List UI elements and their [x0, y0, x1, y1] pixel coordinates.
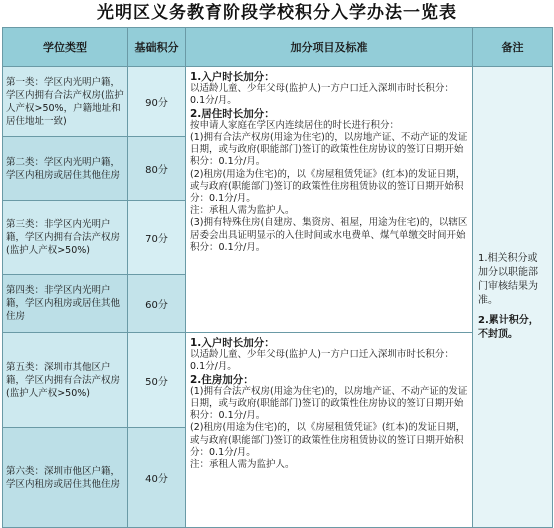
degree-type-cell: 第三类：非学区内光明户籍，学区内拥有合法产权房(监护人产权>50%)	[3, 201, 128, 275]
rule-text: (1)拥有合法产权房(用途为住宅)的，以房地产证、不动产证的发证日期，或与政府(职能部门)签订的政策性住房协议的签订日期开始积分：0.1分/月。	[190, 385, 468, 422]
rule-text: (2)租房(用途为住宅)的，以《房屋租赁凭证》(红本)的发证日期，或与政府(职能部门)签订的政策性住房租赁协议的签订日期开始积分：0.1分/月。	[190, 168, 466, 205]
rule-text: 注：承租人需为监护人。	[190, 459, 295, 471]
degree-type-cell: 第一类：学区内光明户籍，学区内拥有合法产权房(监护人产权>50%，户籍地址和居住地址一致)	[3, 67, 128, 137]
rule-heading: 1.入户时长加分：	[190, 337, 275, 349]
table-row	[3, 333, 553, 428]
rule-text: 以适龄儿童、少年父母(监护人)一方户口迁入深圳市时长积分：0.1分/月。	[190, 349, 454, 373]
rule-text: (2)租房(用途为住宅)的，以《房屋租赁凭证》(红本)的发证日期，或与政府(职能部门)签订的政策性住房租赁协议的签订日期开始积分：0.1分/月。	[190, 422, 466, 458]
base-score-cell: 90分	[128, 67, 186, 137]
rule-heading: 1.入户时长加分：	[190, 71, 275, 83]
base-score-cell: 80分	[128, 137, 186, 201]
degree-type-cell: 第五类：深圳市其他区户籍，学区内拥有合法产权房(监护人产权>50%)	[3, 333, 128, 428]
page-title: 光明区义务教育阶段学校积分入学办法一览表	[97, 3, 457, 23]
base-score-cell: 40分	[128, 428, 186, 528]
header-remarks: 备注	[473, 28, 553, 67]
rule-text: (3)拥有特殊住房(自建房、集资房、祖屋，用途为住宅)的，以辖区居委会出具证明显示的入住时间或水电费单、煤气单缴交时间开始积分：0.1分/月。	[190, 217, 468, 253]
admission-points-table	[2, 27, 553, 528]
degree-type-cell: 第六类：深圳市他区户籍，学区内租房或居住其他住房	[3, 428, 128, 528]
rule-text: 以适龄儿童、少年父母(监护人)一方户口迁入深圳市时长积分：0.1分/月。	[190, 83, 454, 107]
rule-text: 注：承租人需为监护人。	[190, 205, 295, 217]
remarks-cell	[473, 67, 553, 528]
base-score-cell: 60分	[128, 275, 186, 333]
rule-text: (1)拥有合法产权房(用途为住宅)的，以房地产证、不动产证的发证日期，或与政府(职能部门)签订的政策性住房协议的签订日期开始积分：0.1分/月。	[190, 132, 468, 168]
table-row	[3, 67, 553, 137]
base-score-cell: 70分	[128, 201, 186, 275]
remark-text: 1.相关积分或加分以职能部门审核结果为准。	[478, 253, 538, 306]
rule-heading: 2.住房加分：	[190, 373, 254, 386]
remark-text: 2.累计积分，不封顶。	[478, 315, 539, 340]
bonus-rules-cell	[186, 333, 473, 528]
rule-text: 按申请人家庭在学区内连续居住的时长进行积分：	[190, 119, 400, 131]
header-degree-type: 学位类型	[3, 28, 128, 67]
degree-type-cell: 第二类：学区内光明户籍，学区内租房或居住其他住房	[3, 137, 128, 201]
header-row	[3, 28, 553, 67]
base-score-cell: 50分	[128, 333, 186, 428]
header-base-score: 基础积分	[128, 28, 186, 67]
bonus-rules-cell	[186, 67, 473, 333]
rule-heading: 2.居住时长加分：	[190, 107, 275, 120]
header-bonus-items: 加分项目及标准	[186, 28, 473, 67]
degree-type-cell: 第四类：非学区内光明户籍，学区内租房或居住其他住房	[3, 275, 128, 333]
